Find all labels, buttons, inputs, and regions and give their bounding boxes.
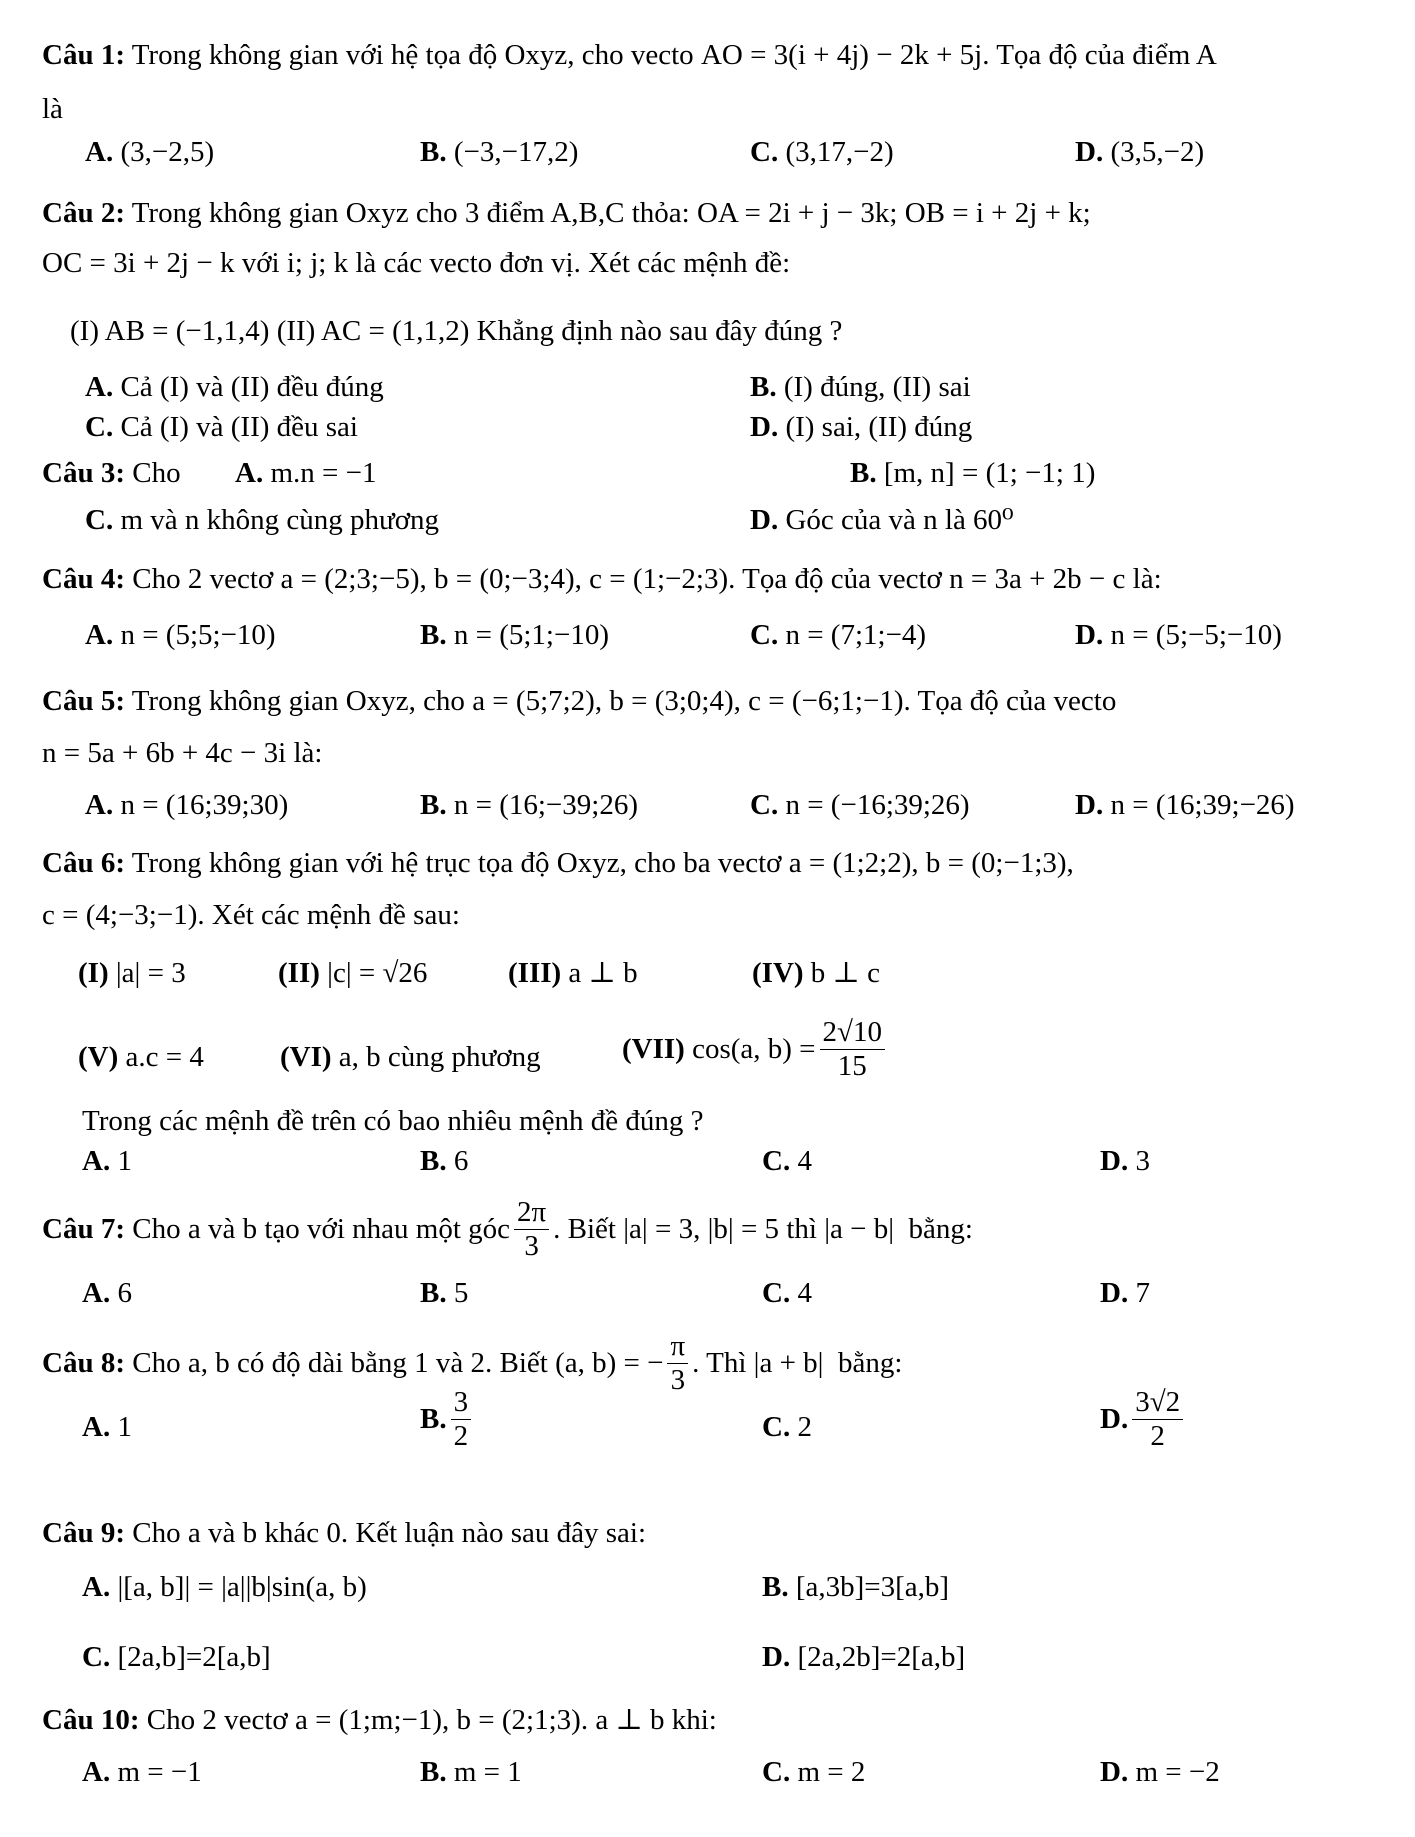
answer-value: 6 bbox=[453, 1145, 469, 1177]
question-text: bằng: bbox=[908, 1213, 973, 1246]
answer-value: 4 bbox=[797, 1277, 812, 1309]
statement-value: a, b cùng phương bbox=[338, 1041, 541, 1073]
math-expression: AO = 3(i + 4j) − 2k + 5j bbox=[700, 39, 983, 71]
answer-letter: A. bbox=[82, 1145, 111, 1177]
answer-option[interactable] bbox=[82, 1276, 132, 1311]
answer-letter: A. bbox=[85, 619, 114, 651]
answer-letter: C. bbox=[762, 1277, 791, 1309]
answer-value: (3,−2,5) bbox=[120, 136, 215, 168]
answer-letter: C. bbox=[82, 1641, 111, 1673]
answer-option[interactable] bbox=[85, 503, 439, 538]
fraction bbox=[667, 1330, 688, 1398]
answer-letter: A. bbox=[85, 136, 114, 168]
math-expression: n = 3a + 2b − c bbox=[949, 563, 1126, 595]
answer-value: n = (5;1;−10) bbox=[453, 619, 609, 651]
statement bbox=[278, 956, 427, 991]
answer-option[interactable] bbox=[82, 1144, 132, 1179]
answer-value: 7 bbox=[1135, 1277, 1150, 1309]
answer-value: 6 bbox=[117, 1277, 132, 1309]
statement-value: b ⊥ c bbox=[810, 957, 880, 989]
answer-option[interactable] bbox=[762, 1755, 865, 1790]
question-label: Câu 5: bbox=[42, 685, 125, 717]
answer-option[interactable] bbox=[82, 1410, 132, 1445]
question-text: Trong các mệnh đề trên có bao nhiêu mệnh đề đúng ? bbox=[82, 1105, 704, 1137]
question-6 bbox=[42, 846, 1074, 881]
answer-letter: A. bbox=[85, 789, 114, 821]
question-label: Câu 9: bbox=[42, 1517, 125, 1549]
question-text: . Tọa độ của điểm A bbox=[982, 39, 1217, 71]
answer-value: Cả (I) và (II) đều sai bbox=[120, 411, 358, 443]
answer-letter: A. bbox=[82, 1411, 111, 1443]
statement-value: a.c = 4 bbox=[125, 1041, 204, 1073]
question-5-line-2 bbox=[42, 736, 322, 771]
answer-option[interactable] bbox=[420, 1144, 468, 1179]
answer-value: (−3,−17,2) bbox=[453, 136, 579, 168]
answer-option[interactable] bbox=[750, 503, 1014, 538]
math-expression: |a − b| bbox=[824, 1213, 895, 1246]
answer-value: [2a,2b]=2[a,b] bbox=[797, 1641, 966, 1673]
answer-value: 2 bbox=[797, 1411, 812, 1443]
answer-option[interactable] bbox=[85, 135, 214, 170]
fraction bbox=[1132, 1386, 1183, 1454]
question-text: với i; j; k là các vecto đơn vị. Xét các mệnh đề: bbox=[241, 247, 791, 279]
answer-option[interactable] bbox=[1075, 618, 1282, 653]
answer-option[interactable] bbox=[762, 1640, 965, 1675]
answer-option[interactable] bbox=[85, 370, 384, 405]
answer-option[interactable] bbox=[750, 788, 970, 823]
fraction-numerator: π bbox=[667, 1330, 688, 1364]
statement-number: (V) bbox=[78, 1041, 119, 1073]
answer-value: (I) sai, (II) đúng bbox=[785, 411, 973, 443]
question-label: Câu 6: bbox=[42, 847, 125, 879]
fraction-denominator: 15 bbox=[837, 1050, 867, 1083]
answer-letter: B. bbox=[420, 789, 447, 821]
answer-option[interactable] bbox=[85, 410, 358, 445]
answer-option[interactable] bbox=[1100, 1755, 1220, 1790]
answer-letter: B. bbox=[420, 1756, 447, 1788]
statement-number: (VII) bbox=[622, 1033, 685, 1066]
math-expression: |a| = 3, |b| = 5 bbox=[623, 1213, 780, 1246]
question-text: khi: bbox=[671, 1704, 717, 1736]
statement-number: (III) bbox=[508, 957, 562, 989]
answer-value: (3,17,−2) bbox=[785, 136, 894, 168]
answer-value: |[a, b]| = |a||b|sin(a, b) bbox=[117, 1571, 367, 1603]
answer-value: n = (16;39;−26) bbox=[1110, 789, 1295, 821]
statement-number: (VI) bbox=[280, 1041, 332, 1073]
question-text: bằng: bbox=[837, 1347, 903, 1380]
question-7 bbox=[42, 1196, 973, 1264]
answer-value: (3,5,−2) bbox=[1110, 136, 1205, 168]
math-expression: OA = 2i + j − 3k; bbox=[696, 197, 898, 229]
answer-letter: A. bbox=[82, 1571, 111, 1603]
answer-letter: D. bbox=[1100, 1145, 1129, 1177]
math-expression: (a, b) = − bbox=[555, 1347, 664, 1380]
math-expression: a = (1;2;2), b = (0;−1;3), bbox=[788, 847, 1074, 879]
question-text: . Tọa độ của vecto bbox=[903, 685, 1117, 717]
math-expression: a = (5;7;2), b = (3;0;4), c = (−6;1;−1) bbox=[472, 685, 904, 717]
answer-option[interactable] bbox=[762, 1410, 812, 1445]
answer-letter: A. bbox=[82, 1756, 111, 1788]
statement-number: (IV) bbox=[752, 957, 804, 989]
answer-option[interactable] bbox=[85, 788, 288, 823]
answer-option[interactable] bbox=[1100, 1276, 1150, 1311]
answer-letter: B. bbox=[420, 619, 447, 651]
statement-value: |a| = 3 bbox=[115, 957, 186, 989]
question-text: Khẳng định nào sau đây đúng ? bbox=[476, 315, 843, 347]
answer-value: m và n không cùng phương bbox=[120, 504, 440, 536]
answer-value: m.n = −1 bbox=[270, 457, 377, 489]
answer-letter: C. bbox=[762, 1145, 791, 1177]
answer-letter: C. bbox=[750, 619, 779, 651]
statement bbox=[508, 956, 638, 991]
fraction-numerator: 2√10 bbox=[820, 1016, 885, 1050]
fraction bbox=[451, 1386, 472, 1454]
answer-value: m = −2 bbox=[1135, 1756, 1220, 1788]
answer-value: 1 bbox=[117, 1145, 132, 1177]
answer-value: n = (16;39;30) bbox=[120, 789, 289, 821]
math-expression: |a + b| bbox=[753, 1347, 824, 1380]
answer-value: 1 bbox=[117, 1411, 132, 1443]
answer-value: n = (5;5;−10) bbox=[120, 619, 276, 651]
answer-option[interactable] bbox=[762, 1276, 812, 1311]
question-label: Câu 1: bbox=[42, 39, 125, 71]
answer-letter: C. bbox=[750, 789, 779, 821]
question-text: . Xét các mệnh đề sau: bbox=[197, 899, 460, 931]
answer-value: [2a,b]=2[a,b] bbox=[117, 1641, 271, 1673]
answer-value: (I) đúng, (II) sai bbox=[783, 371, 971, 403]
statement bbox=[752, 956, 880, 991]
answer-value: 3 bbox=[1135, 1145, 1150, 1177]
answer-option[interactable] bbox=[750, 410, 972, 445]
answer-option[interactable] bbox=[750, 370, 971, 405]
fraction-denominator: 3 bbox=[670, 1364, 686, 1397]
question-text: là: bbox=[293, 737, 323, 769]
answer-option[interactable] bbox=[420, 1755, 522, 1790]
answer-letter: C. bbox=[750, 136, 779, 168]
question-text: là bbox=[42, 93, 63, 125]
question-text: Cho 2 vectơ bbox=[146, 1704, 288, 1736]
answer-letter: D. bbox=[1075, 136, 1104, 168]
math-expression: a = (2;3;−5), b = (0;−3;4), c = (1;−2;3) bbox=[280, 563, 729, 595]
question-text: . Biết bbox=[553, 1213, 616, 1246]
answer-letter: D. bbox=[1100, 1403, 1129, 1436]
fraction-denominator: 2 bbox=[453, 1420, 469, 1453]
question-label: Câu 8: bbox=[42, 1347, 125, 1380]
answer-value: n = (16;−39;26) bbox=[453, 789, 638, 821]
statement bbox=[78, 1040, 204, 1075]
answer-letter: C. bbox=[762, 1756, 791, 1788]
fraction-denominator: 3 bbox=[524, 1230, 539, 1263]
answer-letter: D. bbox=[762, 1641, 791, 1673]
question-6-line-2 bbox=[42, 898, 460, 933]
answer-value: m = −1 bbox=[117, 1756, 202, 1788]
answer-value: 5 bbox=[453, 1277, 469, 1309]
answer-option[interactable] bbox=[1100, 1386, 1187, 1454]
question-5 bbox=[42, 684, 1116, 719]
statement: (II) AC = (1,1,2) bbox=[276, 315, 470, 347]
math-expression: OB = i + 2j + k; bbox=[904, 197, 1091, 229]
answer-option[interactable] bbox=[1075, 135, 1204, 170]
math-expression: n = 5a + 6b + 4c − 3i bbox=[42, 737, 287, 769]
answer-option[interactable] bbox=[750, 618, 926, 653]
answer-letter: D. bbox=[750, 504, 779, 536]
answer-letter: D. bbox=[1100, 1277, 1129, 1309]
fraction-numerator: 3 bbox=[451, 1386, 472, 1420]
question-text: Cho a và b khác 0. Kết luận nào sau đây sai: bbox=[132, 1517, 647, 1549]
answer-option[interactable] bbox=[82, 1755, 202, 1790]
answer-letter: A. bbox=[82, 1277, 111, 1309]
answer-value: [a,3b]=3[a,b] bbox=[795, 1571, 950, 1603]
question-text: Trong không gian Oxyz, cho bbox=[131, 685, 465, 717]
question-2-statements bbox=[70, 314, 842, 349]
statement: (I) AB = (−1,1,4) bbox=[70, 315, 270, 347]
question-text: Trong không gian với hệ tọa độ Oxyz, cho vecto bbox=[131, 39, 694, 71]
answer-option[interactable] bbox=[420, 135, 578, 170]
question-text: Trong không gian với hệ trục tọa độ Oxyz, cho ba vectơ bbox=[131, 847, 782, 879]
answer-letter: B. bbox=[750, 371, 777, 403]
question-label: Câu 2: bbox=[42, 197, 125, 229]
answer-option[interactable] bbox=[85, 618, 276, 653]
answer-value: m = 1 bbox=[453, 1756, 522, 1788]
statement-number: (I) bbox=[78, 957, 109, 989]
question-1 bbox=[42, 38, 1217, 73]
math-expression: c = (4;−3;−1) bbox=[42, 899, 198, 931]
answer-option[interactable] bbox=[762, 1144, 812, 1179]
statement-value: a ⊥ b bbox=[568, 957, 638, 989]
answer-option[interactable] bbox=[1100, 1144, 1150, 1179]
answer-letter: D. bbox=[1075, 789, 1104, 821]
answer-option[interactable] bbox=[420, 1276, 468, 1311]
answer-letter: A. bbox=[85, 371, 114, 403]
answer-value: n = (5;−5;−10) bbox=[1110, 619, 1282, 651]
fraction-denominator: 2 bbox=[1150, 1420, 1165, 1453]
answer-value: n = (−16;39;26) bbox=[785, 789, 970, 821]
question-2-line-2 bbox=[42, 246, 790, 281]
question-9 bbox=[42, 1516, 646, 1551]
math-expression: OC = 3i + 2j − k bbox=[42, 247, 235, 279]
answer-value: Góc của và n là 60⁰ bbox=[785, 504, 1014, 536]
answer-option[interactable] bbox=[420, 618, 609, 653]
question-3 bbox=[42, 456, 181, 491]
question-label: Câu 4: bbox=[42, 563, 125, 595]
answer-letter: B. bbox=[420, 1403, 447, 1436]
answer-option[interactable] bbox=[82, 1640, 271, 1675]
answer-letter: B. bbox=[420, 136, 447, 168]
question-label: Câu 7: bbox=[42, 1213, 125, 1246]
question-text: Cho bbox=[132, 457, 181, 489]
fraction-numerator: 2π bbox=[514, 1196, 549, 1230]
question-2 bbox=[42, 196, 1091, 231]
question-label: Câu 10: bbox=[42, 1704, 140, 1736]
answer-option[interactable] bbox=[1075, 788, 1295, 823]
question-4 bbox=[42, 562, 1162, 597]
answer-letter: D. bbox=[1100, 1756, 1129, 1788]
answer-option[interactable] bbox=[850, 456, 1095, 491]
question-text: thì bbox=[786, 1213, 817, 1246]
question-label: Câu 3: bbox=[42, 457, 125, 489]
answer-letter: C. bbox=[85, 411, 114, 443]
statement bbox=[280, 1040, 541, 1075]
statement-number: (II) bbox=[278, 957, 320, 989]
statement bbox=[622, 1016, 889, 1084]
answer-letter: D. bbox=[750, 411, 779, 443]
answer-value: m = 2 bbox=[797, 1756, 866, 1788]
answer-letter: C. bbox=[85, 504, 114, 536]
question-10 bbox=[42, 1703, 717, 1738]
answer-option[interactable] bbox=[750, 135, 894, 170]
answer-value: n = (7;1;−4) bbox=[785, 619, 927, 651]
fraction-numerator: 3√2 bbox=[1132, 1386, 1183, 1420]
question-text: Cho a, b có độ dài bằng 1 và 2. Biết bbox=[132, 1347, 548, 1380]
answer-letter: B. bbox=[420, 1277, 447, 1309]
answer-value: 4 bbox=[797, 1145, 812, 1177]
answer-value: Cả (I) và (II) đều đúng bbox=[120, 371, 384, 403]
math-expression: a = (1;m;−1), b = (2;1;3). a ⊥ b bbox=[294, 1704, 665, 1736]
statement bbox=[78, 956, 186, 991]
answer-option[interactable] bbox=[420, 788, 638, 823]
fraction bbox=[514, 1196, 549, 1264]
question-text: Trong không gian Oxyz cho 3 điểm A,B,C thỏa: bbox=[131, 197, 690, 229]
answer-option[interactable] bbox=[762, 1570, 949, 1605]
answer-option[interactable] bbox=[235, 456, 376, 491]
answer-letter: C. bbox=[762, 1411, 791, 1443]
question-text: . Thì bbox=[692, 1347, 747, 1380]
answer-letter: B. bbox=[850, 457, 877, 489]
answer-letter: D. bbox=[1075, 619, 1104, 651]
answer-letter: A. bbox=[235, 457, 264, 489]
answer-option[interactable] bbox=[82, 1570, 367, 1605]
answer-value: [m, n] = (1; −1; 1) bbox=[883, 457, 1096, 489]
question-text: là: bbox=[1132, 563, 1162, 595]
question-text: Cho a và b tạo với nhau một góc bbox=[132, 1213, 510, 1246]
answer-letter: B. bbox=[420, 1145, 447, 1177]
answer-letter: B. bbox=[762, 1571, 789, 1603]
fraction bbox=[820, 1016, 885, 1084]
answer-option[interactable] bbox=[420, 1386, 475, 1454]
statement-value: cos(a, b) = bbox=[692, 1033, 816, 1066]
statement-value: |c| = √26 bbox=[327, 957, 428, 989]
question-text: . Tọa độ của vectơ bbox=[728, 563, 942, 595]
question-text: Cho 2 vectơ bbox=[132, 563, 274, 595]
